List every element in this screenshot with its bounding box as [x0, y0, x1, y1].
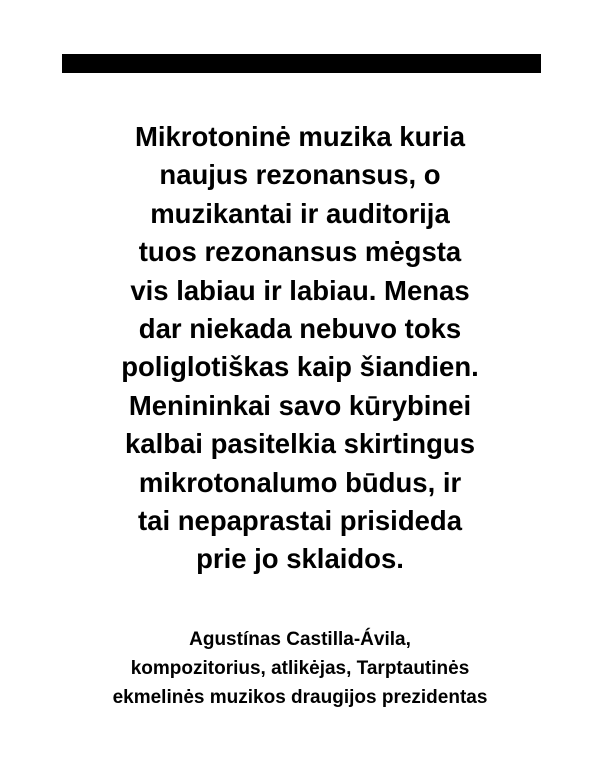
quote-line: vis labiau ir labiau. Menas: [130, 274, 470, 306]
quote-line: mikrotonalumo būdus, ir: [138, 466, 462, 498]
top-black-bar: [62, 54, 541, 73]
quote-line: kalbai pasitelkia skirtingus: [124, 428, 475, 460]
author-title: ekmelinės muzikos draugijos prezidentas: [112, 687, 488, 708]
quote-line: Mikrotoninė muzika kuria: [134, 121, 466, 152]
quote-line: prie jo sklaidos.: [196, 543, 404, 575]
quote-line: tai nepaprastai prisideda: [138, 505, 462, 537]
quote-line: naujus rezonansus, o: [159, 159, 441, 191]
quote-line: dar niekada nebuvo toks: [138, 313, 462, 345]
author-role: kompozitorius, atlikėjas, Tarptautinės: [130, 658, 470, 679]
quote-line: Menininkai savo kūrybinei: [128, 389, 472, 421]
quote-line: poliglotiškas kaip šiandien.: [121, 351, 479, 383]
quote-attribution: [40, 625, 560, 712]
quote-line: tuos rezonansus mėgsta: [138, 236, 462, 268]
author-name: Agustínas Castilla-Ávila,: [189, 629, 411, 650]
quote-line: muzikantai ir auditorija: [150, 197, 450, 229]
quote-text: [40, 118, 560, 579]
